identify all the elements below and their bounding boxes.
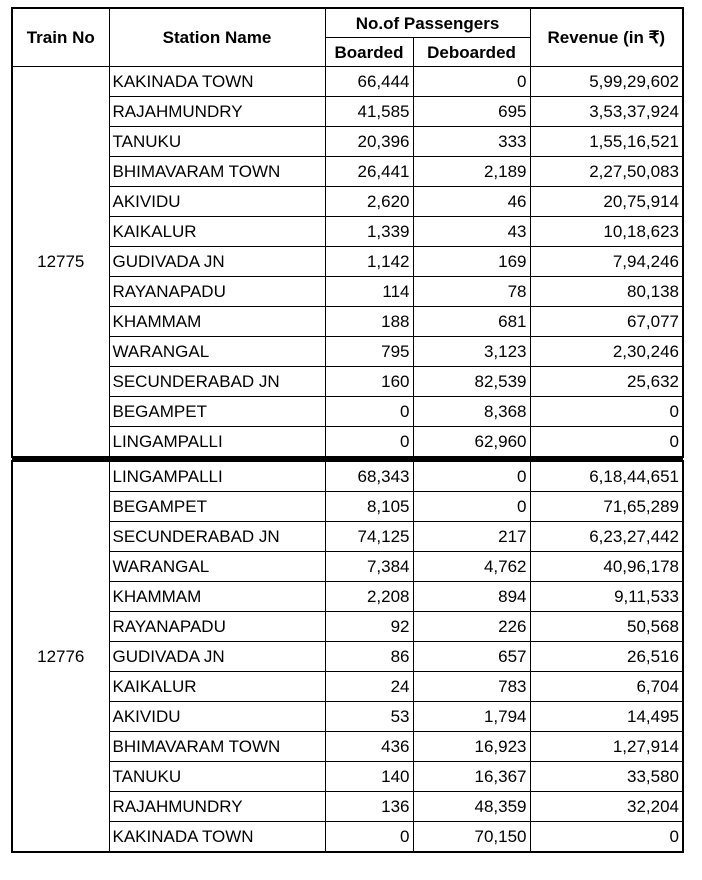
boarded-cell: 2,208 xyxy=(325,582,413,612)
station-name-cell: BEGAMPET xyxy=(109,492,325,522)
table-row xyxy=(12,672,683,702)
deboarded-cell: 333 xyxy=(413,127,530,157)
boarded-cell: 20,396 xyxy=(325,127,413,157)
deboarded-cell: 16,923 xyxy=(413,732,530,762)
revenue-cell: 1,55,16,521 xyxy=(530,127,683,157)
boarded-cell: 136 xyxy=(325,792,413,822)
table-row xyxy=(12,97,683,127)
boarded-cell: 0 xyxy=(325,822,413,853)
station-name-cell: KAKINADA TOWN xyxy=(109,822,325,853)
station-name-cell: GUDIVADA JN xyxy=(109,642,325,672)
revenue-cell: 50,568 xyxy=(530,612,683,642)
revenue-cell: 5,99,29,602 xyxy=(530,67,683,97)
deboarded-cell: 70,150 xyxy=(413,822,530,853)
station-name-cell: TANUKU xyxy=(109,127,325,157)
train-number-cell: 12775 xyxy=(12,67,109,458)
header-boarded: Boarded xyxy=(325,38,413,67)
revenue-cell: 2,30,246 xyxy=(530,337,683,367)
table-row xyxy=(12,367,683,397)
revenue-cell: 0 xyxy=(530,427,683,458)
revenue-cell: 67,077 xyxy=(530,307,683,337)
boarded-cell: 92 xyxy=(325,612,413,642)
passenger-revenue-table xyxy=(11,7,684,853)
boarded-cell: 140 xyxy=(325,762,413,792)
station-name-cell: SECUNDERABAD JN xyxy=(109,367,325,397)
header-revenue: Revenue (in ₹) xyxy=(530,8,683,67)
boarded-cell: 8,105 xyxy=(325,492,413,522)
table-row xyxy=(12,461,683,492)
station-name-cell: KAIKALUR xyxy=(109,672,325,702)
table-row xyxy=(12,612,683,642)
station-name-cell: WARANGAL xyxy=(109,552,325,582)
revenue-cell: 40,96,178 xyxy=(530,552,683,582)
station-name-cell: BEGAMPET xyxy=(109,397,325,427)
header-station-name: Station Name xyxy=(109,8,325,67)
table-row xyxy=(12,792,683,822)
revenue-cell: 26,516 xyxy=(530,642,683,672)
table-row xyxy=(12,492,683,522)
boarded-cell: 795 xyxy=(325,337,413,367)
boarded-cell: 68,343 xyxy=(325,461,413,492)
station-name-cell: RAJAHMUNDRY xyxy=(109,792,325,822)
boarded-cell: 114 xyxy=(325,277,413,307)
revenue-cell: 6,18,44,651 xyxy=(530,461,683,492)
revenue-cell: 2,27,50,083 xyxy=(530,157,683,187)
deboarded-cell: 894 xyxy=(413,582,530,612)
deboarded-cell: 681 xyxy=(413,307,530,337)
station-name-cell: WARANGAL xyxy=(109,337,325,367)
table-row xyxy=(12,522,683,552)
boarded-cell: 1,339 xyxy=(325,217,413,247)
deboarded-cell: 4,762 xyxy=(413,552,530,582)
revenue-cell: 14,495 xyxy=(530,702,683,732)
table-row xyxy=(12,307,683,337)
station-name-cell: SECUNDERABAD JN xyxy=(109,522,325,552)
boarded-cell: 2,620 xyxy=(325,187,413,217)
deboarded-cell: 43 xyxy=(413,217,530,247)
revenue-cell: 20,75,914 xyxy=(530,187,683,217)
deboarded-cell: 0 xyxy=(413,67,530,97)
revenue-cell: 80,138 xyxy=(530,277,683,307)
table-row xyxy=(12,822,683,853)
train-number-cell: 12776 xyxy=(12,461,109,852)
boarded-cell: 0 xyxy=(325,397,413,427)
header-train-no: Train No xyxy=(12,8,109,67)
deboarded-cell: 3,123 xyxy=(413,337,530,367)
boarded-cell: 188 xyxy=(325,307,413,337)
table-row xyxy=(12,702,683,732)
deboarded-cell: 1,794 xyxy=(413,702,530,732)
station-name-cell: KAKINADA TOWN xyxy=(109,67,325,97)
deboarded-cell: 657 xyxy=(413,642,530,672)
revenue-cell: 6,23,27,442 xyxy=(530,522,683,552)
table-row xyxy=(12,157,683,187)
revenue-cell: 25,632 xyxy=(530,367,683,397)
boarded-cell: 41,585 xyxy=(325,97,413,127)
table-row xyxy=(12,732,683,762)
deboarded-cell: 226 xyxy=(413,612,530,642)
table-row xyxy=(12,127,683,157)
table-row xyxy=(12,217,683,247)
boarded-cell: 26,441 xyxy=(325,157,413,187)
table-row xyxy=(12,67,683,97)
boarded-cell: 1,142 xyxy=(325,247,413,277)
boarded-cell: 74,125 xyxy=(325,522,413,552)
deboarded-cell: 217 xyxy=(413,522,530,552)
revenue-cell: 7,94,246 xyxy=(530,247,683,277)
table-row xyxy=(12,552,683,582)
revenue-cell: 0 xyxy=(530,822,683,853)
table-header xyxy=(12,8,683,67)
table-row xyxy=(12,187,683,217)
table-row xyxy=(12,642,683,672)
deboarded-cell: 78 xyxy=(413,277,530,307)
deboarded-cell: 46 xyxy=(413,187,530,217)
revenue-cell: 33,580 xyxy=(530,762,683,792)
station-name-cell: GUDIVADA JN xyxy=(109,247,325,277)
table-row xyxy=(12,277,683,307)
boarded-cell: 24 xyxy=(325,672,413,702)
boarded-cell: 436 xyxy=(325,732,413,762)
boarded-cell: 0 xyxy=(325,427,413,458)
deboarded-cell: 48,359 xyxy=(413,792,530,822)
table-row xyxy=(12,247,683,277)
station-name-cell: BHIMAVARAM TOWN xyxy=(109,157,325,187)
table-row xyxy=(12,582,683,612)
deboarded-cell: 695 xyxy=(413,97,530,127)
deboarded-cell: 8,368 xyxy=(413,397,530,427)
revenue-cell: 0 xyxy=(530,397,683,427)
station-name-cell: BHIMAVARAM TOWN xyxy=(109,732,325,762)
revenue-cell: 1,27,914 xyxy=(530,732,683,762)
station-name-cell: TANUKU xyxy=(109,762,325,792)
deboarded-cell: 62,960 xyxy=(413,427,530,458)
deboarded-cell: 169 xyxy=(413,247,530,277)
boarded-cell: 66,444 xyxy=(325,67,413,97)
revenue-cell: 3,53,37,924 xyxy=(530,97,683,127)
table-row xyxy=(12,337,683,367)
revenue-cell: 6,704 xyxy=(530,672,683,702)
boarded-cell: 86 xyxy=(325,642,413,672)
header-passengers: No.of Passengers xyxy=(325,8,530,38)
deboarded-cell: 0 xyxy=(413,461,530,492)
station-name-cell: AKIVIDU xyxy=(109,702,325,732)
station-name-cell: RAJAHMUNDRY xyxy=(109,97,325,127)
station-name-cell: KAIKALUR xyxy=(109,217,325,247)
boarded-cell: 7,384 xyxy=(325,552,413,582)
boarded-cell: 53 xyxy=(325,702,413,732)
station-name-cell: KHAMMAM xyxy=(109,582,325,612)
deboarded-cell: 82,539 xyxy=(413,367,530,397)
table-row xyxy=(12,397,683,427)
station-name-cell: KHAMMAM xyxy=(109,307,325,337)
table-row xyxy=(12,427,683,458)
table-row xyxy=(12,762,683,792)
revenue-cell: 32,204 xyxy=(530,792,683,822)
station-name-cell: RAYANAPADU xyxy=(109,277,325,307)
deboarded-cell: 16,367 xyxy=(413,762,530,792)
station-name-cell: LINGAMPALLI xyxy=(109,461,325,492)
revenue-cell: 9,11,533 xyxy=(530,582,683,612)
revenue-cell: 71,65,289 xyxy=(530,492,683,522)
boarded-cell: 160 xyxy=(325,367,413,397)
station-name-cell: AKIVIDU xyxy=(109,187,325,217)
deboarded-cell: 783 xyxy=(413,672,530,702)
revenue-cell: 10,18,623 xyxy=(530,217,683,247)
table-body xyxy=(12,67,683,853)
deboarded-cell: 2,189 xyxy=(413,157,530,187)
station-name-cell: LINGAMPALLI xyxy=(109,427,325,458)
deboarded-cell: 0 xyxy=(413,492,530,522)
header-deboarded: Deboarded xyxy=(413,38,530,67)
station-name-cell: RAYANAPADU xyxy=(109,612,325,642)
